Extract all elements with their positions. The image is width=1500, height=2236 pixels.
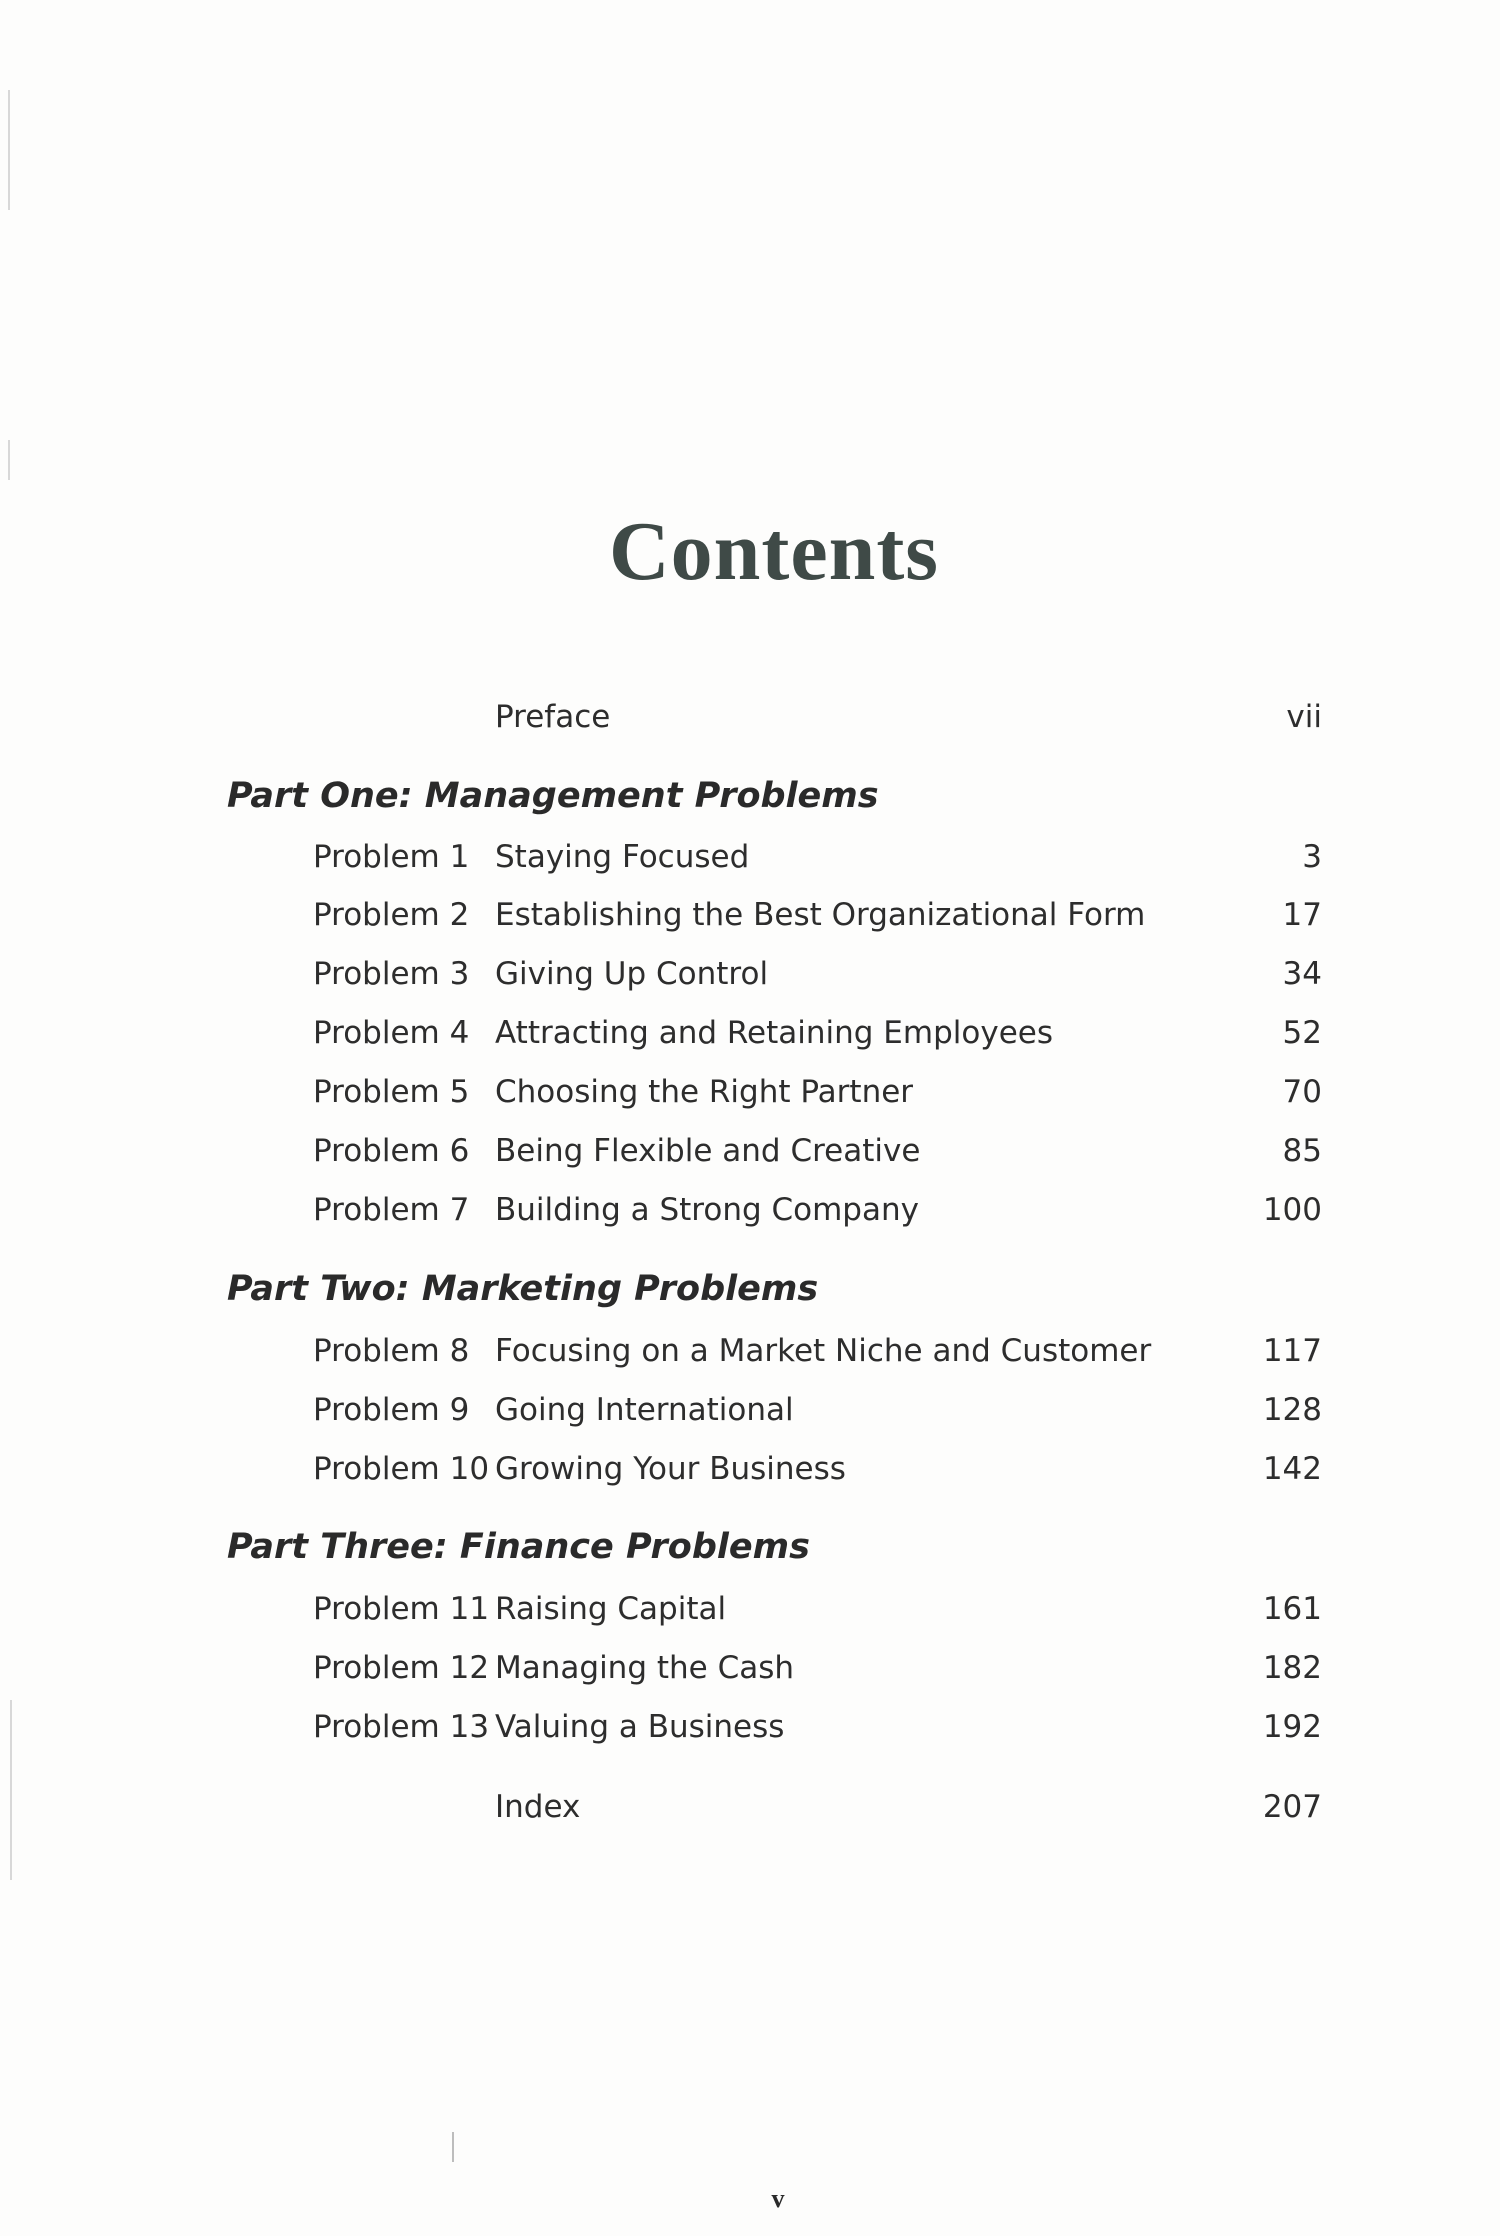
toc-entry-label: Problem 1 bbox=[313, 839, 470, 875]
toc-entry-title: Growing Your Business bbox=[495, 1451, 846, 1487]
toc-entry-page: vii bbox=[1286, 699, 1322, 735]
toc-entry-page: 17 bbox=[1282, 897, 1322, 933]
toc-entry-label: Problem 5 bbox=[313, 1074, 470, 1110]
toc-entry[interactable] bbox=[0, 834, 1500, 880]
toc-entry-page: 128 bbox=[1262, 1392, 1322, 1428]
toc-entry-title: Attracting and Retaining Employees bbox=[495, 1015, 1053, 1051]
toc-entry-page: 161 bbox=[1262, 1591, 1322, 1627]
toc-entry-title: Staying Focused bbox=[495, 839, 750, 875]
toc-entry-page: 142 bbox=[1262, 1451, 1322, 1487]
part-heading: Part Two: Marketing Problems bbox=[227, 1269, 819, 1309]
toc-entry-title: Preface bbox=[495, 699, 611, 735]
toc-entry-page: 85 bbox=[1282, 1133, 1322, 1169]
toc-entry-label: Problem 3 bbox=[313, 956, 470, 992]
toc-entry-title: Being Flexible and Creative bbox=[495, 1133, 921, 1169]
toc-entry-page: 100 bbox=[1262, 1192, 1322, 1228]
page-number: v bbox=[771, 2184, 785, 2213]
toc-entry[interactable] bbox=[0, 1446, 1500, 1492]
toc-entry[interactable] bbox=[0, 1187, 1500, 1233]
toc-entry[interactable] bbox=[0, 951, 1500, 997]
toc-entry-title: Raising Capital bbox=[495, 1591, 727, 1627]
page-title: Contents bbox=[608, 505, 939, 598]
toc-entry-title: Building a Strong Company bbox=[495, 1192, 919, 1228]
toc-entry-label: Problem 4 bbox=[313, 1015, 470, 1051]
toc-entry-title: Giving Up Control bbox=[495, 956, 769, 992]
toc-entry[interactable] bbox=[0, 1010, 1500, 1056]
toc-entry-title: Choosing the Right Partner bbox=[495, 1074, 914, 1110]
toc-entry-title: Going International bbox=[495, 1392, 794, 1428]
toc-entry-label: Problem 10 bbox=[313, 1451, 490, 1487]
toc-entry-page: 52 bbox=[1282, 1015, 1322, 1051]
toc-entry-page: 192 bbox=[1262, 1709, 1322, 1745]
toc-entry-preface[interactable] bbox=[0, 694, 1500, 740]
part-heading: Part Three: Finance Problems bbox=[227, 1527, 810, 1567]
toc-entry[interactable] bbox=[0, 1387, 1500, 1433]
toc-entry-title: Establishing the Best Organizational Form bbox=[495, 897, 1146, 933]
toc-entry-index[interactable] bbox=[0, 1784, 1500, 1830]
toc-entry-label: Problem 11 bbox=[313, 1591, 490, 1627]
toc-entry-label: Problem 6 bbox=[313, 1133, 470, 1169]
toc-entry-label: Problem 2 bbox=[313, 897, 470, 933]
toc-entry-label: Problem 13 bbox=[313, 1709, 490, 1745]
toc-entry-page: 207 bbox=[1262, 1789, 1322, 1825]
toc-entry[interactable] bbox=[0, 892, 1500, 938]
toc-entry[interactable] bbox=[0, 1704, 1500, 1750]
toc-entry[interactable] bbox=[0, 1328, 1500, 1374]
toc-entry-page: 70 bbox=[1282, 1074, 1322, 1110]
toc-entry-label: Problem 12 bbox=[313, 1650, 490, 1686]
toc-entry[interactable] bbox=[0, 1069, 1500, 1115]
toc-entry-title: Index bbox=[495, 1789, 581, 1825]
toc-entry-page: 182 bbox=[1262, 1650, 1322, 1686]
toc-entry[interactable] bbox=[0, 1128, 1500, 1174]
toc-entry-label: Problem 9 bbox=[313, 1392, 470, 1428]
toc-entry-page: 117 bbox=[1262, 1333, 1322, 1369]
toc-entry-page: 34 bbox=[1282, 956, 1322, 992]
toc-entry-title: Valuing a Business bbox=[495, 1709, 785, 1745]
toc-entry[interactable] bbox=[0, 1645, 1500, 1691]
toc-entry-label: Problem 8 bbox=[313, 1333, 470, 1369]
toc-entry-title: Managing the Cash bbox=[495, 1650, 795, 1686]
toc-entry-label: Problem 7 bbox=[313, 1192, 470, 1228]
toc-entry-title: Focusing on a Market Niche and Customer bbox=[495, 1333, 1152, 1369]
part-heading: Part One: Management Problems bbox=[227, 776, 879, 816]
toc-entry[interactable] bbox=[0, 1586, 1500, 1632]
toc-entry-page: 3 bbox=[1302, 839, 1322, 875]
